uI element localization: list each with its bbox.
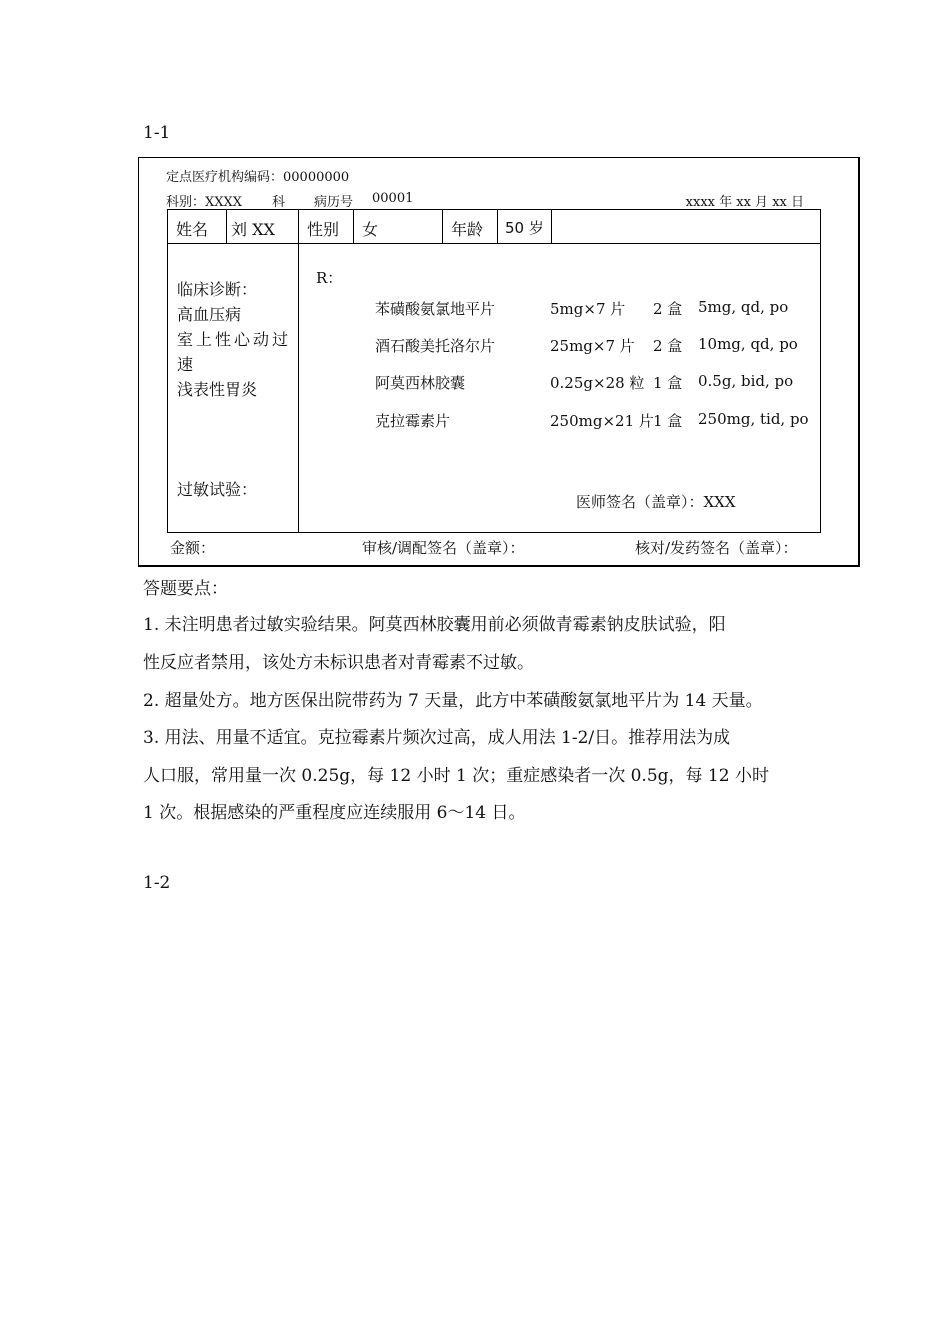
age-label: 年龄 [451,220,484,239]
answer-line: 2. 超量处方。地方医保出院带药为 7 天量，此方中苯磺酸氨氯地平片为 14 天量。 [143,691,763,711]
drug-usage: 5mg, qd, po [698,298,789,316]
name-value: 刘 XX [231,220,275,239]
diagnosis-line: 高血压病 [177,305,242,324]
department: 科别：XXXX [166,195,243,210]
section-label-1-1: 1-1 [143,123,171,143]
cell-divider [497,210,498,243]
answer-line: 人口服，常用量一次 0.25g，每 12 小时 1 次；重症感染者一次 0.5g，每 12 小时 [143,766,769,786]
drug-name: 克拉霉素片 [375,412,451,430]
prescription-date: xxxx 年 xx 月 xx 日 [685,195,804,210]
answer-line: 1 次。根据感染的严重程度应连续服用 6～14 日。 [143,803,526,823]
answer-line: 3. 用法、用量不适宜。克拉霉素片频次过高，成人用法 1-2/日。推荐用法为成 [143,728,731,748]
drug-qty: 2 盒 [653,337,683,355]
drug-usage: 250mg, tid, po [698,410,809,428]
diagnosis-line: 浅表性胃炎 [177,380,258,399]
institution-code: 定点医疗机构编码：00000000 [166,170,350,185]
record-label: 病历号 [314,195,354,210]
amount-label: 金额： [170,539,216,557]
drug-spec: 5mg×7 片 [550,300,626,318]
drug-usage: 0.5g, bid, po [698,372,794,390]
department-suffix: 科 [272,195,286,210]
cell-divider [442,210,443,243]
dispense-signature: 核对/发药签名（盖章）： [635,539,798,557]
diagnosis-line: 速 [177,355,194,374]
cell-divider [226,210,227,243]
record-number: 00001 [372,191,414,206]
doctor-signature: 医师签名（盖章）：XXX [576,493,736,511]
answer-line: 1. 未注明患者过敏实验结果。阿莫西林胶囊用前必须做青霉素钠皮肤试验，阳 [143,615,726,635]
review-signature: 审核/调配签名（盖章）： [362,539,525,557]
drug-usage: 10mg, qd, po [698,335,798,353]
drug-qty: 1 盒 [653,412,683,430]
diagnosis-line: 室上性心动过 [177,330,292,349]
cell-divider [551,210,552,243]
section-label-1-2: 1-2 [143,873,171,893]
drug-qty: 2 盒 [653,300,683,318]
column-divider [298,210,299,532]
header-divider [168,243,820,244]
allergy-test-label: 过敏试验： [177,480,258,499]
age-value: 50 岁 [505,219,544,237]
diagnosis-label: 临床诊断： [177,280,258,299]
drug-spec: 0.25g×28 粒 [550,374,645,392]
drug-name: 苯磺酸氨氯地平片 [375,300,496,318]
drug-name: 酒石酸美托洛尔片 [375,337,496,355]
rx-symbol: R： [316,269,343,287]
prescription-grid [167,209,821,533]
drug-spec: 25mg×7 片 [550,337,635,355]
sex-label: 性别 [307,220,340,239]
sex-value: 女 [362,220,379,239]
drug-spec: 250mg×21 片 [550,412,654,430]
name-label: 姓名 [176,220,209,239]
drug-qty: 1 盒 [653,374,683,392]
drug-name: 阿莫西林胶囊 [375,374,466,392]
answer-heading: 答题要点： [143,579,228,599]
cell-divider [353,210,354,243]
answer-line: 性反应者禁用，该处方未标识患者对青霉素不过敏。 [143,653,534,673]
